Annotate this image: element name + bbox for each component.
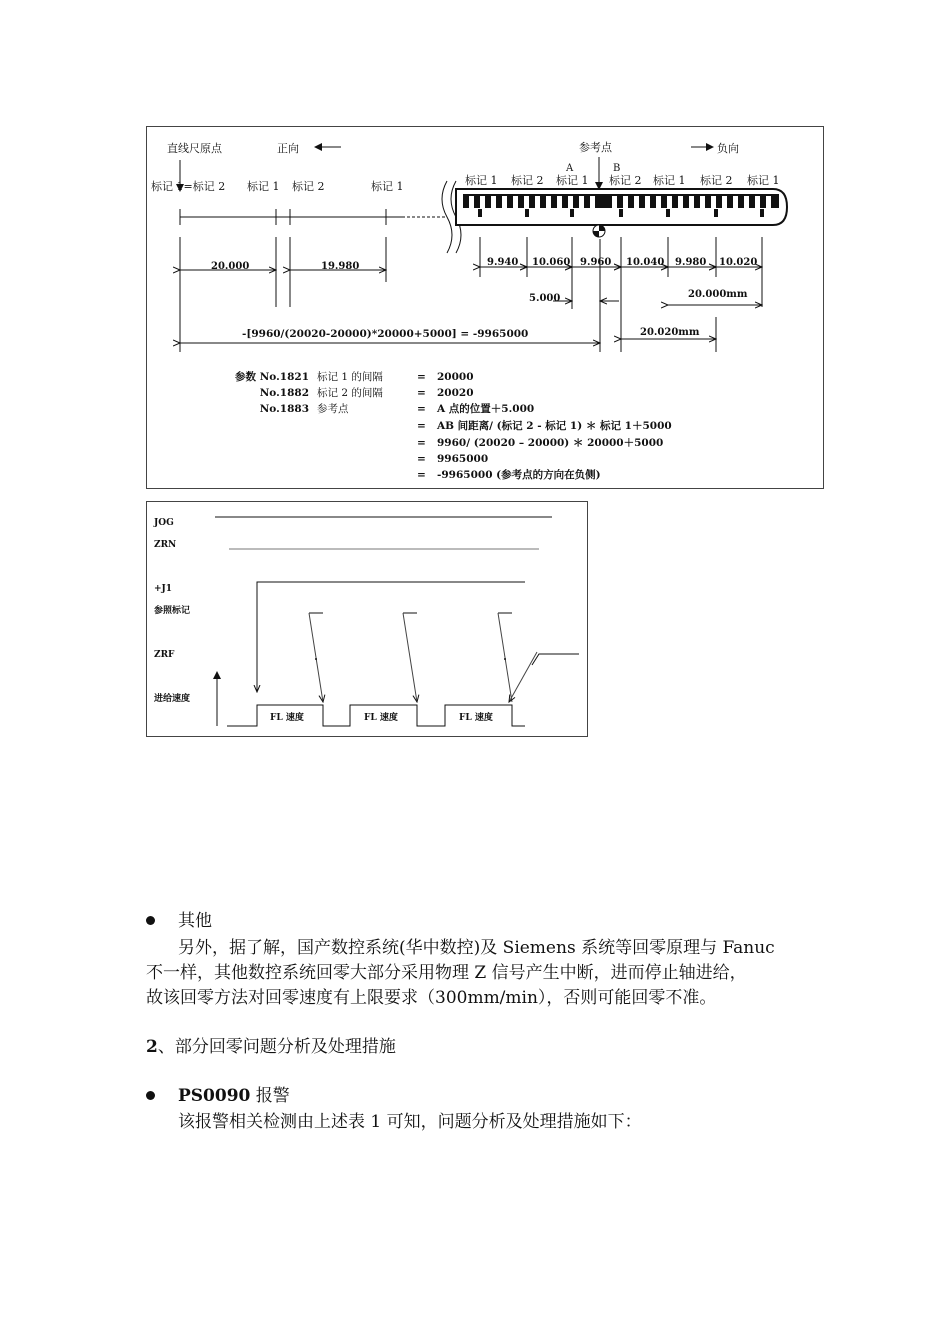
scale-slot <box>480 196 485 208</box>
scale-slot <box>513 196 518 208</box>
paragraph-line: 该报警相关检测由上述表 1 可知，问题分析及处理措施如下： <box>178 1112 642 1132</box>
point-b-label: B <box>613 163 621 174</box>
scale-slot <box>502 196 507 208</box>
fl-speed-label: FL 速度 <box>270 713 304 723</box>
dim-label: 10.040 <box>626 257 665 268</box>
reference-mark <box>478 209 482 217</box>
scale-slot <box>645 196 650 208</box>
signal-label: ZRN <box>154 540 177 550</box>
mark1-label: 标记 1 <box>247 180 280 193</box>
timing-diagram <box>146 501 588 737</box>
param-eq: = <box>417 420 426 432</box>
scale-slot <box>546 196 551 208</box>
param-eq: = <box>417 387 426 399</box>
signal-label: JOG <box>154 518 174 528</box>
fl-speed-label: FL 速度 <box>459 713 493 723</box>
param-eq: = <box>417 403 426 415</box>
alarm-text: 报警 <box>250 1086 290 1106</box>
positive-direction-label: 正向 <box>277 142 299 155</box>
scale-body <box>456 189 787 237</box>
param-eq: = <box>417 437 426 449</box>
section-title: 、部分回零问题分析及处理措施 <box>157 1037 396 1057</box>
scale-slot <box>568 196 573 208</box>
scale-slot <box>711 196 716 208</box>
param-val: 9960/ (20020 – 20000) ＊ 20000＋5000 <box>437 437 664 449</box>
param-eq: = <box>417 469 426 481</box>
reference-mark <box>714 209 718 217</box>
dim-label: 9.980 <box>675 257 707 268</box>
j1-signal <box>257 582 525 692</box>
param-desc: 标记 2 的间隔 <box>317 387 383 399</box>
parameter-table <box>235 370 672 481</box>
scale-slot <box>579 196 584 208</box>
scale-slot <box>733 196 738 208</box>
scale-slot <box>557 196 562 208</box>
param-eq: = <box>417 453 426 465</box>
dim-label: 9.940 <box>487 257 519 268</box>
param-name: No.1882 <box>259 387 309 399</box>
param-val: AB 间距离/ (标记 2 - 标记 1) ＊ 标记 1＋5000 <box>437 420 672 432</box>
zrf-signal <box>532 654 579 665</box>
section-number: 2 <box>146 1037 158 1057</box>
mark2-label: 标记 2 <box>292 180 325 193</box>
dim-label: 20.000mm <box>688 289 748 300</box>
scale-slot <box>678 196 683 208</box>
reference-mark <box>619 209 623 217</box>
paragraph-line: 不一样，其他数控系统回零大部分采用物理 Z 信号产生中断，进而停止轴进给， <box>146 963 747 983</box>
alarm-code: PS0090 <box>178 1086 251 1106</box>
reference-point-label: 参考点 <box>579 141 612 154</box>
scale-slot <box>700 196 705 208</box>
scale-slot <box>469 196 474 208</box>
negative-direction-label: 负向 <box>717 142 739 155</box>
param-val: 20020 <box>437 387 474 399</box>
scale-diagram <box>146 126 824 489</box>
dim-label: 5.000 <box>529 293 561 304</box>
mark1-label: 标记 1 <box>556 174 589 187</box>
param-val: 20000 <box>437 371 474 383</box>
scale-slot <box>612 196 617 208</box>
scale-slot <box>766 196 771 208</box>
param-eq: = <box>417 371 426 383</box>
scale-slot <box>689 196 694 208</box>
signal-label: 参照标记 <box>154 606 191 616</box>
section-heading <box>146 1034 396 1060</box>
param-val: 9965000 <box>437 453 489 465</box>
paragraph-line: 故该回零方法对回零速度有上限要求（300mm/min），否则可能回零不准。 <box>146 988 717 1008</box>
dim-label: 20.000 <box>211 261 250 272</box>
param-name: 参数 No.1821 <box>235 371 309 383</box>
dim-label: 9.960 <box>580 257 612 268</box>
scale-slot <box>491 196 496 208</box>
scale-slot <box>535 196 540 208</box>
mark-equal-label: 标记 1=标记 2 <box>151 180 226 193</box>
mark1-label: 标记 1 <box>465 174 498 187</box>
bullet-dot <box>146 916 155 925</box>
mark2-label: 标记 2 <box>609 174 642 187</box>
mark1-label: 标记 1 <box>653 174 686 187</box>
mark1-label: 标记 1 <box>747 174 780 187</box>
signal-label: +J1 <box>154 584 173 594</box>
scale-slot <box>623 196 628 208</box>
dim-label: 20.020mm <box>640 327 700 338</box>
origin-label: 直线尺原点 <box>167 142 222 155</box>
mark1-label: 标记 1 <box>371 180 404 193</box>
param-desc: 参考点 <box>317 403 349 415</box>
scale-slot <box>722 196 727 208</box>
reference-mark <box>525 209 529 217</box>
scale-slot <box>755 196 760 208</box>
scale-slot <box>656 196 661 208</box>
reference-mark <box>666 209 670 217</box>
dim-label: 19.980 <box>321 261 360 272</box>
point-a-label: A <box>566 163 574 174</box>
param-val: -9965000 (参考点的方向在负侧) <box>437 469 601 481</box>
scale-slot <box>590 196 595 208</box>
param-name: No.1883 <box>259 403 309 415</box>
fl-speed-label: FL 速度 <box>364 713 398 723</box>
dim-label: 10.060 <box>532 257 571 268</box>
param-desc: 标记 1 的间隔 <box>317 371 383 383</box>
reference-mark <box>570 209 574 217</box>
reference-mark <box>760 209 764 217</box>
bullet-dot <box>146 1091 155 1100</box>
scale-slot <box>634 196 639 208</box>
scale-slot <box>524 196 529 208</box>
paragraph-line: 另外，据了解，国产数控系统(华中数控)及 Siemens 系统等回零原理与 Fanuc <box>178 938 775 958</box>
bullet-heading-other: 其他 <box>178 911 212 931</box>
scale-slot <box>667 196 672 208</box>
scale-slot <box>744 196 749 208</box>
signal-label: ZRF <box>154 650 175 660</box>
mark2-label: 标记 2 <box>511 174 544 187</box>
formula-label: -[9960/(20020-20000)*20000+5000] = -9965000 <box>242 328 529 340</box>
mark2-label: 标记 2 <box>700 174 733 187</box>
param-val: A 点的位置＋5.000 <box>437 403 535 415</box>
dim-label: 10.020 <box>719 257 758 268</box>
bullet-heading-alarm <box>178 1083 290 1109</box>
signal-label: 进给速度 <box>154 694 191 704</box>
